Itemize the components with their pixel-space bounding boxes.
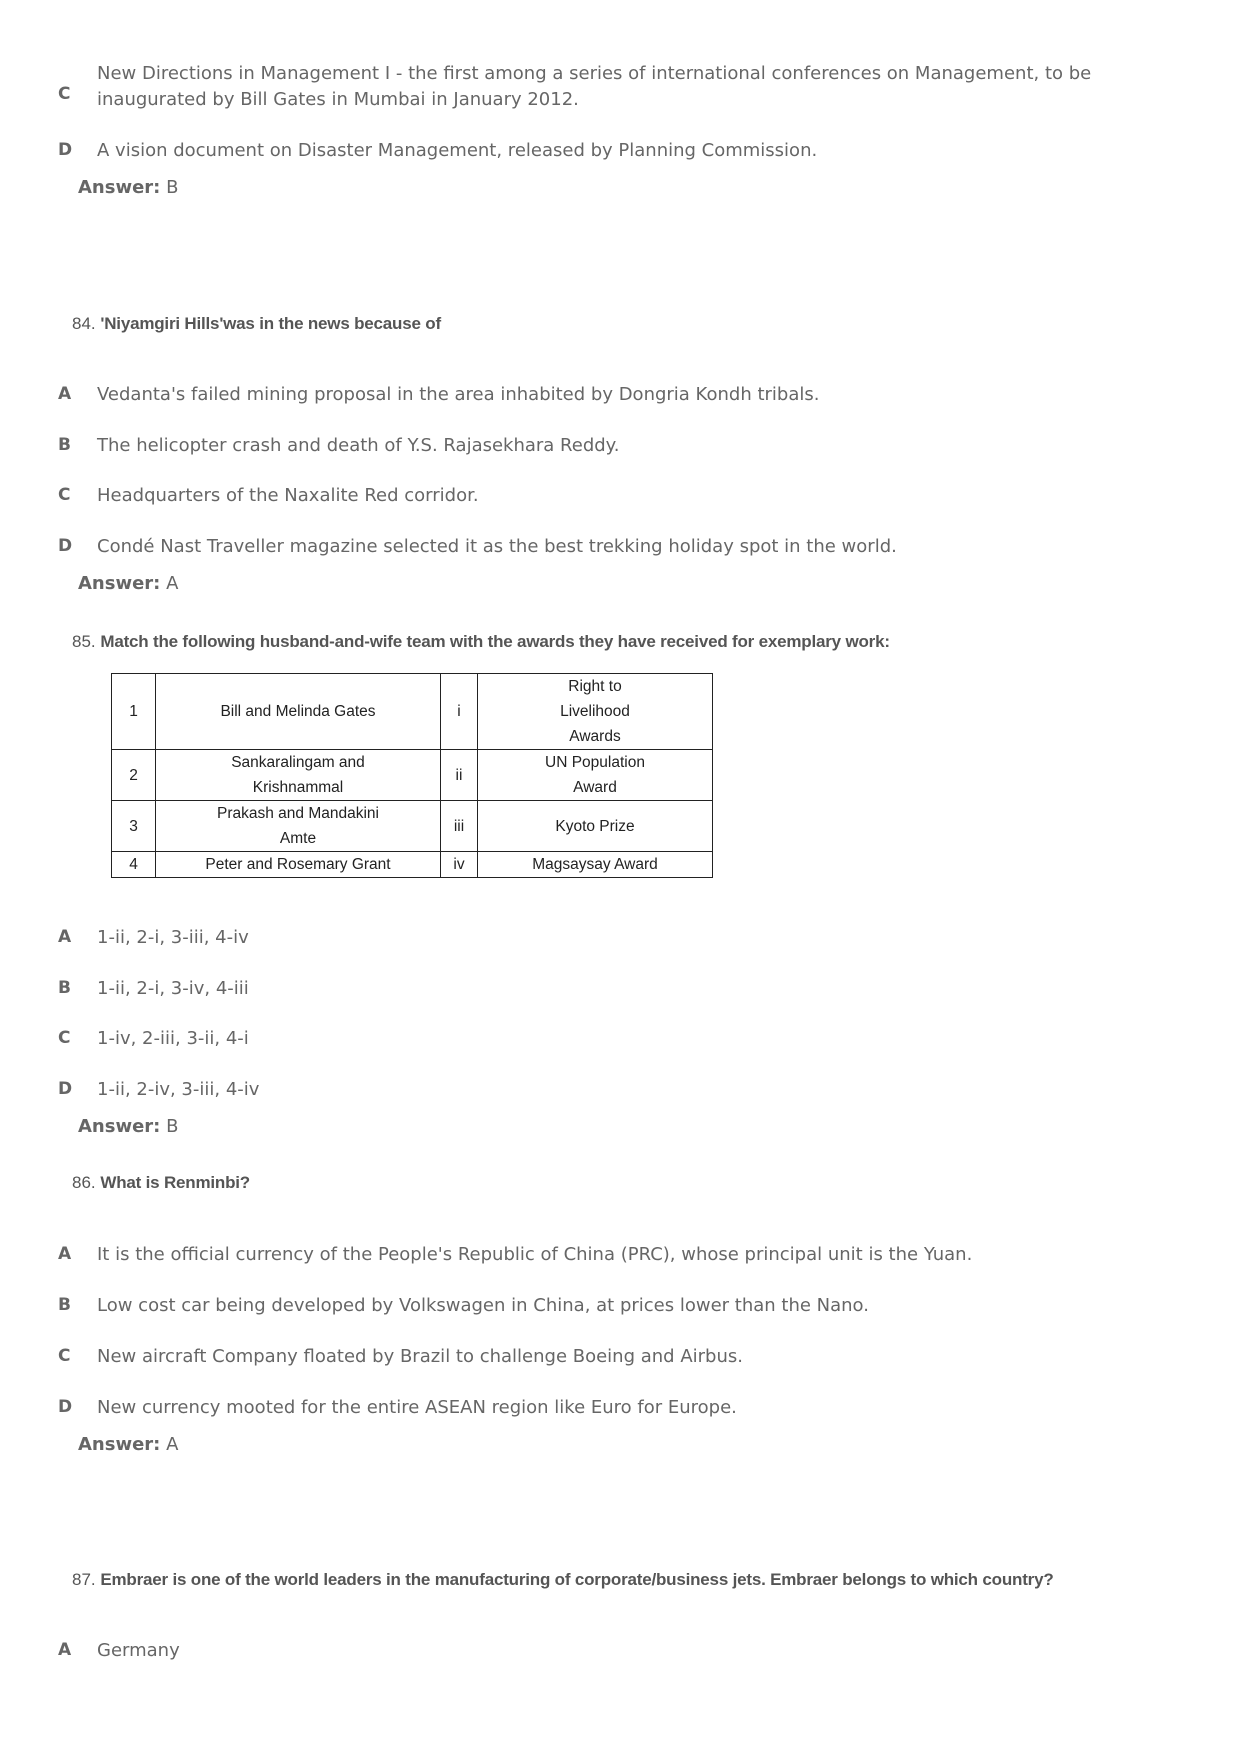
table-cell: 1 [112, 674, 156, 750]
question-number: 85. [72, 632, 96, 651]
answer-label: Answer: [78, 1434, 161, 1455]
table-row [112, 750, 713, 801]
table-cell: ii [441, 750, 478, 801]
table-cell [156, 801, 441, 852]
table-cell: i [441, 674, 478, 750]
option-letter: C [58, 485, 71, 505]
question-85 [72, 632, 890, 652]
table-cell: 3 [112, 801, 156, 852]
table-cell-text: Prakash and Mandakini Amte [217, 805, 379, 847]
table-cell [478, 750, 713, 801]
option-letter: B [58, 978, 71, 998]
table-cell [156, 750, 441, 801]
answer-label: Answer: [78, 177, 161, 198]
option-text: 1-ii, 2-i, 3-iv, 4-iii [97, 978, 249, 999]
answer [78, 1434, 178, 1455]
table-cell: Bill and Melinda Gates [156, 674, 441, 750]
option-text: The helicopter crash and death of Y.S. Rajasekhara Reddy. [97, 435, 620, 456]
option-letter: A [58, 927, 72, 947]
option-text: 1-ii, 2-iv, 3-iii, 4-iv [97, 1079, 260, 1100]
question-number: 86. [72, 1173, 96, 1192]
answer-value: A [166, 573, 179, 594]
answer-value: A [166, 1434, 179, 1455]
answer-value: B [166, 177, 179, 198]
option-letter: A [58, 384, 72, 404]
option-text: New Directions in Management I - the first among a series of international conferences on Management, to be inaugurated by Bill Gates in Mumbai in January 2012. [97, 63, 1092, 110]
table-cell: Kyoto Prize [478, 801, 713, 852]
option-text: New aircraft Company floated by Brazil to challenge Boeing and Airbus. [97, 1346, 743, 1367]
option-letter: A [58, 1244, 72, 1264]
table-cell: 4 [112, 852, 156, 878]
option-text: Germany [97, 1640, 180, 1661]
option-text: Headquarters of the Naxalite Red corridor. [97, 485, 479, 506]
question-text: Embraer is one of the world leaders in the manufacturing of corporate/business jets. Embraer belongs to which country? [100, 1570, 1054, 1589]
answer [78, 1116, 178, 1137]
option-text: A vision document on Disaster Management, released by Planning Commission. [97, 140, 818, 161]
answer [78, 177, 178, 198]
table-cell: iii [441, 801, 478, 852]
option-text: Vedanta's failed mining proposal in the area inhabited by Dongria Kondh tribals. [97, 384, 820, 405]
option-letter: B [58, 1295, 71, 1315]
option-letter: C [58, 84, 71, 104]
option-letter: D [58, 536, 73, 556]
table-cell: iv [441, 852, 478, 878]
table-row [112, 801, 713, 852]
option-text: It is the official currency of the People's Republic of China (PRC), whose principal unit is the Yuan. [97, 1244, 973, 1265]
option-text: New currency mooted for the entire ASEAN region like Euro for Europe. [97, 1397, 737, 1418]
question-text: Match the following husband-and-wife team with the awards they have received for exemplary work: [100, 632, 890, 651]
table-row [112, 852, 713, 878]
option-letter: D [58, 1079, 73, 1099]
table-cell [478, 674, 713, 750]
option-letter: B [58, 435, 71, 455]
answer-label: Answer: [78, 1116, 161, 1137]
question-86 [72, 1173, 250, 1193]
option-letter: C [58, 1346, 71, 1366]
question-number: 87. [72, 1570, 96, 1589]
table-cell-text: Right to Livelihood Awards [560, 678, 630, 745]
option-text: Low cost car being developed by Volkswagen in China, at prices lower than the Nano. [97, 1295, 869, 1316]
table-row [112, 674, 713, 750]
option-letter: C [58, 1028, 71, 1048]
option-text: 1-ii, 2-i, 3-iii, 4-iv [97, 927, 249, 948]
option-letter: A [58, 1640, 72, 1660]
table-cell-text: UN Population Award [545, 754, 645, 796]
question-84 [72, 314, 441, 334]
question-text: What is Renminbi? [100, 1173, 250, 1192]
answer-label: Answer: [78, 573, 161, 594]
table-cell: Peter and Rosemary Grant [156, 852, 441, 878]
table-cell: 2 [112, 750, 156, 801]
question-87 [72, 1570, 1054, 1590]
table-cell-text: Sankaralingam and Krishnammal [231, 754, 365, 796]
answer-value: B [166, 1116, 179, 1137]
question-number: 84. [72, 314, 96, 333]
option-letter: D [58, 140, 73, 160]
option-letter: D [58, 1397, 73, 1417]
match-table [111, 673, 713, 878]
option-text: Condé Nast Traveller magazine selected it as the best trekking holiday spot in the world. [97, 536, 897, 557]
option-text: 1-iv, 2-iii, 3-ii, 4-i [97, 1028, 249, 1049]
table-cell: Magsaysay Award [478, 852, 713, 878]
question-text: 'Niyamgiri Hills'was in the news because of [100, 314, 441, 333]
answer [78, 573, 178, 594]
